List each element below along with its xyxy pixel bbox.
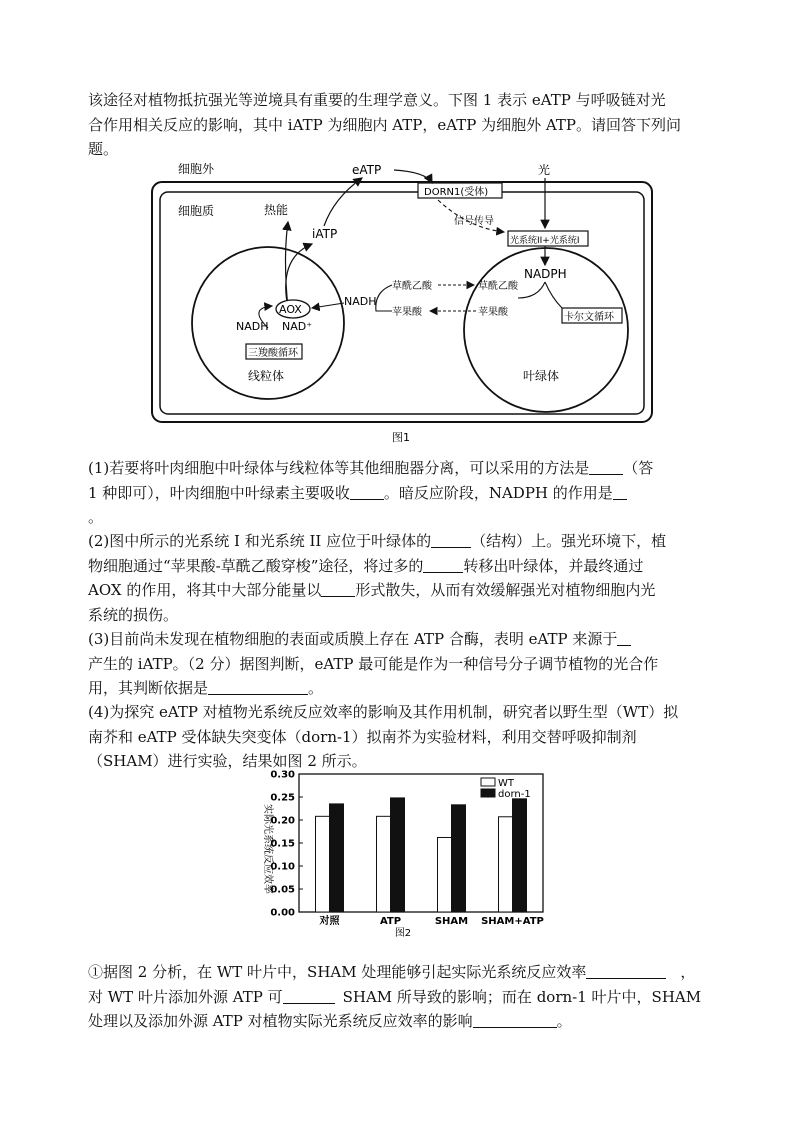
q5-text-a: ①据图 2 分析，在 WT 叶片中，SHAM 处理能够引起实际光系统反应效率 bbox=[88, 963, 587, 981]
signal-label: 信号传导 bbox=[454, 216, 494, 227]
legend-swatch-WT bbox=[481, 778, 495, 786]
malate-left-label: 苹果酸 bbox=[392, 307, 422, 318]
q2-blank-3 bbox=[321, 580, 355, 597]
y-tick-label: 0.25 bbox=[270, 792, 295, 804]
light-label: 光 bbox=[538, 163, 551, 177]
q2-text-a: (2)图中所示的光系统 I 和光系统 II 应位于叶绿体的 bbox=[88, 532, 432, 550]
q1-text-e: 。 bbox=[88, 508, 104, 526]
q3-text-d: 。 bbox=[308, 679, 324, 697]
q2-text-b: （结构）上。强光环境下，植 bbox=[471, 532, 667, 550]
chart-ylabel: 实际光系统反应效率 bbox=[262, 804, 273, 894]
q1-text-d: 。暗反应阶段，NADPH 的作用是 bbox=[383, 483, 613, 502]
q5-text-b: ， bbox=[680, 963, 696, 981]
q3-text-c: 用，其判断依据是 bbox=[88, 679, 209, 697]
q5-text-d: SHAM 所导致的影响；而在 dorn-1 叶片中，SHAM bbox=[342, 987, 702, 1006]
calvin-label: 卡尔文循环 bbox=[564, 312, 614, 323]
question-1 bbox=[88, 456, 718, 530]
q5-blank-2 bbox=[283, 987, 335, 1004]
oxaloacetate-left-label: 草酰乙酸 bbox=[392, 281, 432, 292]
outside-cell-label: 细胞外 bbox=[178, 162, 215, 176]
intro-line-3: 题。 bbox=[88, 140, 119, 158]
malate-right-label: 苹果酸 bbox=[478, 307, 508, 318]
q5-blank-3 bbox=[473, 1011, 557, 1028]
q4-text-b: 南芥和 eATP 受体缺失突变体（dorn-1）拟南芥为实验材料，利用交替呼吸抑制剂 bbox=[88, 727, 637, 746]
question-4-part-1 bbox=[88, 960, 718, 1034]
y-tick-label: 0.00 bbox=[270, 907, 295, 919]
q5-text-c: 对 WT 叶片添加外源 ATP 可 bbox=[88, 987, 283, 1006]
bar-dorn-1-ATP bbox=[391, 798, 405, 912]
figure-1-caption: 图1 bbox=[392, 431, 410, 444]
q5-blank-1 bbox=[586, 962, 666, 979]
tca-label: 三羧酸循环 bbox=[248, 348, 298, 359]
x-tick-label: SHAM+ATP bbox=[481, 916, 544, 927]
figure-2-bar-chart bbox=[255, 764, 555, 942]
q2-text-c: 物细胞通过“苹果酸-草酰乙酸穿梭”途径，将过多的 bbox=[88, 556, 424, 575]
y-tick-label: 0.15 bbox=[270, 838, 295, 850]
question-3 bbox=[88, 627, 718, 701]
q1-text-b: （答 bbox=[623, 459, 654, 477]
q3-blank-2 bbox=[208, 678, 308, 695]
bar-WT-SHAM bbox=[438, 837, 452, 912]
legend-swatch-dorn-1 bbox=[481, 789, 495, 797]
iatp-label: iATP bbox=[312, 227, 338, 241]
figure-2-caption: 图2 bbox=[394, 928, 412, 939]
photosystem-label: 光系统II+光系统I bbox=[510, 236, 580, 246]
cytoplasm-label: 细胞质 bbox=[178, 204, 215, 218]
q2-text-d: 转移出叶绿体，并最终通过 bbox=[463, 556, 644, 575]
q4-text-c: （SHAM）进行实验，结果如图 2 所示。 bbox=[88, 752, 367, 770]
q3-text-b: 产生的 iATP。（2 分）据图判断，eATP 最可能是作为一种信号分子调节植物的光合作 bbox=[88, 654, 659, 673]
bar-WT-对照 bbox=[316, 816, 330, 912]
figure-1-diagram bbox=[148, 158, 658, 450]
q2-blank-2 bbox=[423, 556, 463, 573]
bar-dorn-1-对照 bbox=[330, 804, 344, 912]
legend-label-WT: WT bbox=[498, 778, 514, 789]
receptor-label: DORN1(受体) bbox=[424, 187, 489, 198]
aox-label: AOX bbox=[279, 303, 302, 316]
q1-text-c: 1 种即可），叶肉细胞中叶绿素主要吸收 bbox=[88, 483, 350, 502]
y-tick-label: 0.30 bbox=[270, 769, 295, 781]
chloroplast-label: 叶绿体 bbox=[523, 369, 560, 383]
nadh-low-label: NADH bbox=[236, 320, 269, 333]
bar-dorn-1-SHAM bbox=[452, 805, 466, 912]
x-tick-label: ATP bbox=[379, 916, 402, 927]
nadh-mid-label: NADH bbox=[344, 295, 377, 308]
q3-blank-1 bbox=[617, 629, 631, 646]
nadph-label: NADPH bbox=[524, 267, 567, 281]
question-2 bbox=[88, 529, 718, 627]
x-tick-label: 对照 bbox=[319, 916, 340, 927]
intro-line-1: 该途径对植物抵抗强光等逆境具有重要的生理学意义。下图 1 表示 eATP 与呼吸链对光 bbox=[88, 91, 666, 109]
q1-blank-2 bbox=[350, 483, 384, 500]
nad-plus-label: NAD⁺ bbox=[282, 320, 313, 333]
question-4 bbox=[88, 700, 718, 774]
q2-blank-1 bbox=[431, 531, 471, 548]
intro-line-2: 合作用相关反应的影响，其中 iATP 为细胞内 ATP，eATP 为细胞外 ATP。请回答下列问 bbox=[88, 115, 681, 134]
intro-paragraph bbox=[88, 88, 718, 162]
q5-text-e: 处理以及添加外源 ATP 对植物实际光系统反应效率的影响 bbox=[88, 1012, 473, 1030]
y-tick-label: 0.10 bbox=[270, 861, 295, 873]
mitochondrion-label: 线粒体 bbox=[248, 369, 285, 383]
q2-text-f: 形式散失，从而有效缓解强光对植物细胞内光 bbox=[355, 581, 656, 599]
q1-blank-3 bbox=[613, 483, 627, 500]
q3-text-a: (3)目前尚未发现在植物细胞的表面或质膜上存在 ATP 合酶，表明 eATP 来源于 bbox=[88, 630, 618, 648]
q5-text-f: 。 bbox=[556, 1012, 572, 1030]
bar-WT-ATP bbox=[377, 816, 391, 912]
x-tick-label: SHAM bbox=[434, 916, 469, 927]
q2-text-e: AOX 的作用，将其中大部分能量以 bbox=[88, 581, 322, 599]
q2-text-g: 系统的损伤。 bbox=[88, 605, 179, 624]
q1-blank-1 bbox=[589, 458, 623, 475]
q4-text-a: (4)为探究 eATP 对植物光系统反应效率的影响及其作用机制，研究者以野生型（WT）拟 bbox=[88, 703, 679, 721]
bar-dorn-1-SHAM+ATP bbox=[513, 799, 527, 912]
y-tick-label: 0.05 bbox=[270, 884, 295, 896]
eatp-label: eATP bbox=[352, 163, 382, 177]
bar-WT-SHAM+ATP bbox=[499, 817, 513, 912]
q1-text-a: (1)若要将叶肉细胞中叶绿体与线粒体等其他细胞器分离，可以采用的方法是 bbox=[88, 459, 590, 477]
oxaloacetate-right-label: 草酰乙酸 bbox=[478, 281, 518, 292]
legend-label-dorn-1: dorn-1 bbox=[498, 789, 531, 800]
heat-label: 热能 bbox=[264, 203, 289, 217]
y-tick-label: 0.20 bbox=[270, 815, 295, 827]
